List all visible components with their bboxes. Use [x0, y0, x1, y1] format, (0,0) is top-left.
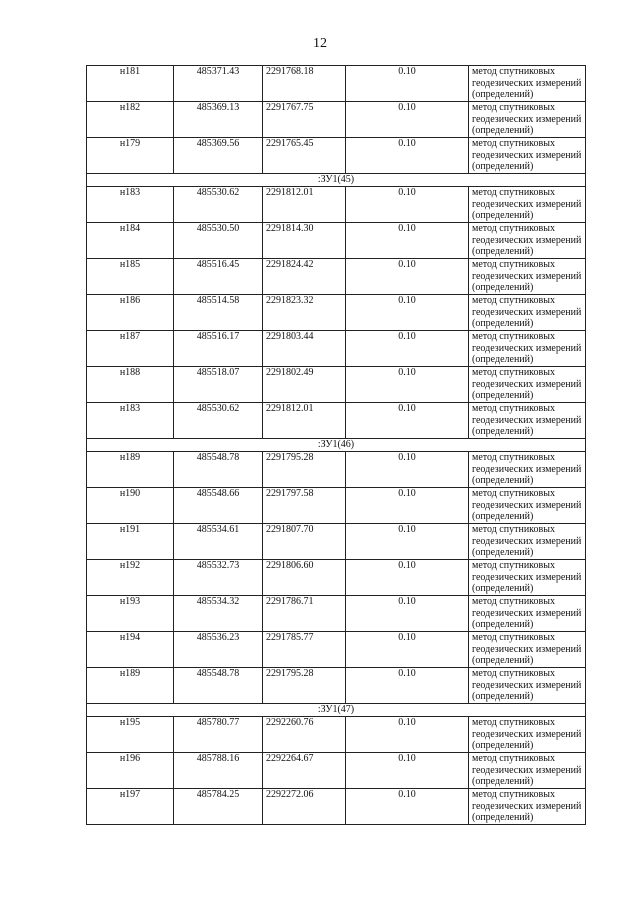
accuracy-cell: 0.10 — [346, 560, 469, 596]
table-row — [87, 331, 586, 367]
y-coordinate-cell: 2291797.58 — [263, 488, 346, 524]
x-coordinate-cell: 485788.16 — [174, 753, 263, 789]
method-cell: метод спутниковых геодезических измерений (определений) — [469, 102, 586, 138]
method-cell: метод спутниковых геодезических измерений (определений) — [469, 223, 586, 259]
x-coordinate-cell: 485530.62 — [174, 187, 263, 223]
coordinates-table-body — [87, 66, 586, 825]
accuracy-cell: 0.10 — [346, 223, 469, 259]
accuracy-cell: 0.10 — [346, 102, 469, 138]
y-coordinate-cell: 2291795.28 — [263, 452, 346, 488]
method-cell: метод спутниковых геодезических измерений (определений) — [469, 331, 586, 367]
table-row — [87, 753, 586, 789]
table-row — [87, 138, 586, 174]
table-row — [87, 717, 586, 753]
point-id-cell: н183 — [87, 403, 174, 439]
y-coordinate-cell: 2291802.49 — [263, 367, 346, 403]
y-coordinate-cell: 2291795.28 — [263, 668, 346, 704]
y-coordinate-cell: 2291812.01 — [263, 187, 346, 223]
method-cell: метод спутниковых геодезических измерений (определений) — [469, 560, 586, 596]
method-cell: метод спутниковых геодезических измерений (определений) — [469, 717, 586, 753]
method-cell: метод спутниковых геодезических измерений (определений) — [469, 488, 586, 524]
point-id-cell: н194 — [87, 632, 174, 668]
method-cell: метод спутниковых геодезических измерений (определений) — [469, 596, 586, 632]
table-row — [87, 632, 586, 668]
x-coordinate-cell: 485534.32 — [174, 596, 263, 632]
y-coordinate-cell: 2291812.01 — [263, 403, 346, 439]
table-row — [87, 668, 586, 704]
point-id-cell: н189 — [87, 668, 174, 704]
accuracy-cell: 0.10 — [346, 138, 469, 174]
accuracy-cell: 0.10 — [346, 367, 469, 403]
table-row — [87, 66, 586, 102]
method-cell: метод спутниковых геодезических измерений (определений) — [469, 138, 586, 174]
accuracy-cell: 0.10 — [346, 295, 469, 331]
section-label: :ЗУ1(46) — [87, 439, 586, 452]
table-row — [87, 223, 586, 259]
accuracy-cell: 0.10 — [346, 488, 469, 524]
accuracy-cell: 0.10 — [346, 259, 469, 295]
point-id-cell: н186 — [87, 295, 174, 331]
accuracy-cell: 0.10 — [346, 668, 469, 704]
y-coordinate-cell: 2291823.32 — [263, 295, 346, 331]
y-coordinate-cell: 2291803.44 — [263, 331, 346, 367]
point-id-cell: н183 — [87, 187, 174, 223]
y-coordinate-cell: 2291814.30 — [263, 223, 346, 259]
method-cell: метод спутниковых геодезических измерений (определений) — [469, 403, 586, 439]
method-cell: метод спутниковых геодезических измерений (определений) — [469, 789, 586, 825]
accuracy-cell: 0.10 — [346, 452, 469, 488]
method-cell: метод спутниковых геодезических измерений (определений) — [469, 524, 586, 560]
y-coordinate-cell: 2291765.45 — [263, 138, 346, 174]
table-row — [87, 596, 586, 632]
page-number: 12 — [313, 36, 327, 51]
section-header-row — [87, 704, 586, 717]
point-id-cell: н181 — [87, 66, 174, 102]
table-row — [87, 102, 586, 138]
accuracy-cell: 0.10 — [346, 632, 469, 668]
point-id-cell: н188 — [87, 367, 174, 403]
accuracy-cell: 0.10 — [346, 753, 469, 789]
accuracy-cell: 0.10 — [346, 596, 469, 632]
x-coordinate-cell: 485534.61 — [174, 524, 263, 560]
point-id-cell: н189 — [87, 452, 174, 488]
x-coordinate-cell: 485548.78 — [174, 668, 263, 704]
x-coordinate-cell: 485784.25 — [174, 789, 263, 825]
x-coordinate-cell: 485532.73 — [174, 560, 263, 596]
x-coordinate-cell: 485530.50 — [174, 223, 263, 259]
table-row — [87, 259, 586, 295]
y-coordinate-cell: 2291785.77 — [263, 632, 346, 668]
section-header-row — [87, 174, 586, 187]
section-label: :ЗУ1(47) — [87, 704, 586, 717]
table-row — [87, 452, 586, 488]
table-row — [87, 560, 586, 596]
table-row — [87, 367, 586, 403]
x-coordinate-cell: 485780.77 — [174, 717, 263, 753]
x-coordinate-cell: 485369.13 — [174, 102, 263, 138]
section-label: :ЗУ1(45) — [87, 174, 586, 187]
y-coordinate-cell: 2291768.18 — [263, 66, 346, 102]
table-row — [87, 524, 586, 560]
method-cell: метод спутниковых геодезических измерений (определений) — [469, 259, 586, 295]
x-coordinate-cell: 485548.66 — [174, 488, 263, 524]
x-coordinate-cell: 485514.58 — [174, 295, 263, 331]
table-row — [87, 187, 586, 223]
x-coordinate-cell: 485548.78 — [174, 452, 263, 488]
point-id-cell: н185 — [87, 259, 174, 295]
method-cell: метод спутниковых геодезических измерений (определений) — [469, 668, 586, 704]
y-coordinate-cell: 2291824.42 — [263, 259, 346, 295]
point-id-cell: н182 — [87, 102, 174, 138]
section-header-row — [87, 439, 586, 452]
point-id-cell: н190 — [87, 488, 174, 524]
y-coordinate-cell: 2291807.70 — [263, 524, 346, 560]
method-cell: метод спутниковых геодезических измерений (определений) — [469, 632, 586, 668]
x-coordinate-cell: 485516.17 — [174, 331, 263, 367]
method-cell: метод спутниковых геодезических измерений (определений) — [469, 295, 586, 331]
accuracy-cell: 0.10 — [346, 403, 469, 439]
x-coordinate-cell: 485536.23 — [174, 632, 263, 668]
table-row — [87, 403, 586, 439]
point-id-cell: н196 — [87, 753, 174, 789]
x-coordinate-cell: 485518.07 — [174, 367, 263, 403]
accuracy-cell: 0.10 — [346, 524, 469, 560]
x-coordinate-cell: 485371.43 — [174, 66, 263, 102]
x-coordinate-cell: 485369.56 — [174, 138, 263, 174]
point-id-cell: н193 — [87, 596, 174, 632]
y-coordinate-cell: 2292264.67 — [263, 753, 346, 789]
point-id-cell: н187 — [87, 331, 174, 367]
point-id-cell: н192 — [87, 560, 174, 596]
point-id-cell: н197 — [87, 789, 174, 825]
accuracy-cell: 0.10 — [346, 66, 469, 102]
accuracy-cell: 0.10 — [346, 789, 469, 825]
accuracy-cell: 0.10 — [346, 187, 469, 223]
y-coordinate-cell: 2291806.60 — [263, 560, 346, 596]
coordinates-table — [86, 65, 586, 825]
method-cell: метод спутниковых геодезических измерений (определений) — [469, 66, 586, 102]
point-id-cell: н195 — [87, 717, 174, 753]
y-coordinate-cell: 2291786.71 — [263, 596, 346, 632]
point-id-cell: н184 — [87, 223, 174, 259]
table-row — [87, 295, 586, 331]
table-row — [87, 789, 586, 825]
method-cell: метод спутниковых геодезических измерений (определений) — [469, 452, 586, 488]
method-cell: метод спутниковых геодезических измерений (определений) — [469, 753, 586, 789]
y-coordinate-cell: 2291767.75 — [263, 102, 346, 138]
accuracy-cell: 0.10 — [346, 717, 469, 753]
table-row — [87, 488, 586, 524]
method-cell: метод спутниковых геодезических измерений (определений) — [469, 367, 586, 403]
x-coordinate-cell: 485516.45 — [174, 259, 263, 295]
accuracy-cell: 0.10 — [346, 331, 469, 367]
point-id-cell: н191 — [87, 524, 174, 560]
y-coordinate-cell: 2292272.06 — [263, 789, 346, 825]
point-id-cell: н179 — [87, 138, 174, 174]
method-cell: метод спутниковых геодезических измерений (определений) — [469, 187, 586, 223]
y-coordinate-cell: 2292260.76 — [263, 717, 346, 753]
x-coordinate-cell: 485530.62 — [174, 403, 263, 439]
